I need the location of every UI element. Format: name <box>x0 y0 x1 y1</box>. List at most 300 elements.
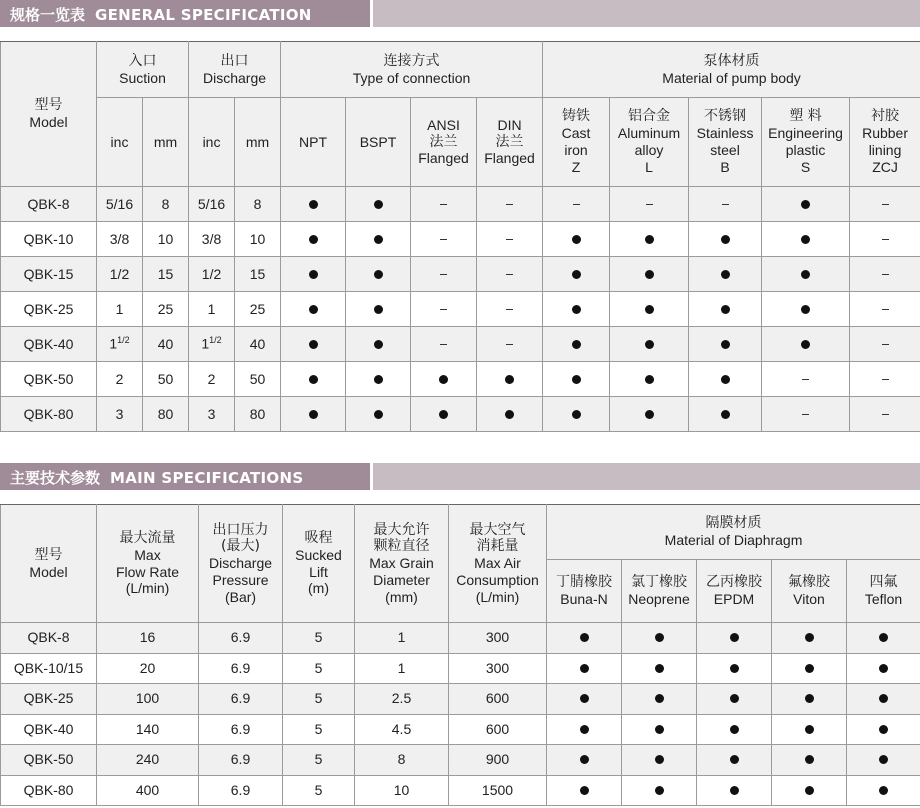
air-cell: 900 <box>449 745 547 776</box>
cast-iron-cell <box>543 327 610 362</box>
stainless-cell <box>689 257 762 292</box>
stainless-cell <box>689 222 762 257</box>
header-ansi: ANSI 法兰 Flanged <box>411 98 477 187</box>
table-row <box>1 292 920 327</box>
npt-cell <box>281 397 346 432</box>
rubber-lining-cell <box>850 257 920 292</box>
available-dot-icon <box>805 694 814 703</box>
suction-inc-cell: 5/16 <box>97 187 143 222</box>
available-dot-icon <box>505 410 514 419</box>
available-dot-icon <box>805 755 814 764</box>
air-cell: 1500 <box>449 775 547 806</box>
available-dot-icon <box>655 755 664 764</box>
npt-cell <box>281 362 346 397</box>
epdm-cell <box>697 653 772 684</box>
header-air: 最大空气 消耗量 Max Air Consumption (L/min) <box>449 505 547 623</box>
available-dot-icon <box>655 786 664 795</box>
rubber-lining-cell <box>850 362 920 397</box>
model-cell: QBK-40 <box>1 327 97 362</box>
main-spec-banner <box>0 463 920 490</box>
unavailable-dash-icon <box>573 204 580 205</box>
aluminum-cell <box>610 397 689 432</box>
viton-cell <box>772 684 847 715</box>
ansi-cell <box>411 187 477 222</box>
header-teflon: 四氟 Teflon <box>847 560 920 623</box>
rubber-lining-cell <box>850 222 920 257</box>
general-spec-rows <box>1 187 920 432</box>
grain-cell: 8 <box>355 745 449 776</box>
available-dot-icon <box>721 305 730 314</box>
aluminum-cell <box>610 292 689 327</box>
available-dot-icon <box>309 200 318 209</box>
suction-mm-cell: 15 <box>143 257 189 292</box>
available-dot-icon <box>645 270 654 279</box>
available-dot-icon <box>730 633 739 642</box>
unavailable-dash-icon <box>506 239 513 240</box>
suction-inc-cell: 3 <box>97 397 143 432</box>
available-dot-icon <box>572 340 581 349</box>
available-dot-icon <box>879 694 888 703</box>
air-cell: 300 <box>449 653 547 684</box>
available-dot-icon <box>805 633 814 642</box>
available-dot-icon <box>505 375 514 384</box>
din-cell <box>477 397 543 432</box>
general-spec-table <box>0 41 920 432</box>
npt-cell <box>281 257 346 292</box>
flow-rate-cell: 16 <box>97 623 199 654</box>
table-row <box>1 684 920 715</box>
discharge-inc-cell: 1 <box>189 292 235 327</box>
plastic-cell <box>762 292 850 327</box>
header-suction-mm: mm <box>143 98 189 187</box>
suction-mm-cell: 25 <box>143 292 189 327</box>
unavailable-dash-icon <box>506 204 513 205</box>
discharge-mm-cell: 50 <box>235 362 281 397</box>
lift-cell: 5 <box>283 745 355 776</box>
grain-cell: 1 <box>355 623 449 654</box>
available-dot-icon <box>309 270 318 279</box>
available-dot-icon <box>580 725 589 734</box>
model-cell: QBK-10/15 <box>1 653 97 684</box>
unavailable-dash-icon <box>440 344 447 345</box>
air-cell: 600 <box>449 684 547 715</box>
cast-iron-cell <box>543 397 610 432</box>
discharge-inc-cell: 3/8 <box>189 222 235 257</box>
header-epdm: 乙丙橡胶 EPDM <box>697 560 772 623</box>
header-neoprene: 氯丁橡胶 Neoprene <box>622 560 697 623</box>
din-cell <box>477 187 543 222</box>
epdm-cell <box>697 745 772 776</box>
grain-cell: 4.5 <box>355 714 449 745</box>
unavailable-dash-icon <box>882 239 889 240</box>
suction-mm-cell: 10 <box>143 222 189 257</box>
header-plastic: 塑 料 Engineering plastic S <box>762 98 850 187</box>
header-cast-iron: 铸铁 Cast iron Z <box>543 98 610 187</box>
unavailable-dash-icon <box>440 204 447 205</box>
teflon-cell <box>847 714 920 745</box>
available-dot-icon <box>721 270 730 279</box>
unavailable-dash-icon <box>440 274 447 275</box>
available-dot-icon <box>805 664 814 673</box>
teflon-cell <box>847 623 920 654</box>
model-cell: QBK-8 <box>1 623 97 654</box>
pressure-cell: 6.9 <box>199 775 283 806</box>
available-dot-icon <box>309 340 318 349</box>
cast-iron-cell <box>543 187 610 222</box>
din-cell <box>477 362 543 397</box>
available-dot-icon <box>374 410 383 419</box>
buna-cell <box>547 653 622 684</box>
available-dot-icon <box>801 235 810 244</box>
main-spec-title <box>10 467 303 488</box>
aluminum-cell <box>610 362 689 397</box>
grain-cell: 2.5 <box>355 684 449 715</box>
general-spec-title <box>10 4 312 25</box>
available-dot-icon <box>730 786 739 795</box>
din-cell <box>477 292 543 327</box>
rubber-lining-cell <box>850 187 920 222</box>
header-connection: 连接方式 Type of connection <box>281 42 543 98</box>
unavailable-dash-icon <box>882 344 889 345</box>
available-dot-icon <box>645 235 654 244</box>
model-cell: QBK-80 <box>1 775 97 806</box>
table-row <box>1 222 920 257</box>
available-dot-icon <box>879 755 888 764</box>
unavailable-dash-icon <box>722 204 729 205</box>
viton-cell <box>772 775 847 806</box>
plastic-cell <box>762 327 850 362</box>
available-dot-icon <box>721 340 730 349</box>
grain-cell: 10 <box>355 775 449 806</box>
din-cell <box>477 222 543 257</box>
header-diaphragm: 隔膜材质 Material of Diaphragm <box>547 505 920 560</box>
available-dot-icon <box>730 694 739 703</box>
table-row <box>1 623 920 654</box>
available-dot-icon <box>580 664 589 673</box>
air-cell: 300 <box>449 623 547 654</box>
available-dot-icon <box>721 375 730 384</box>
header-din: DIN 法兰 Flanged <box>477 98 543 187</box>
table-row <box>1 327 920 362</box>
epdm-cell <box>697 714 772 745</box>
available-dot-icon <box>730 755 739 764</box>
epdm-cell <box>697 775 772 806</box>
header-buna: 丁腈橡胶 Buna-N <box>547 560 622 623</box>
bspt-cell <box>346 187 411 222</box>
table-row <box>1 362 920 397</box>
header-discharge-inc: inc <box>189 98 235 187</box>
available-dot-icon <box>572 410 581 419</box>
flow-rate-cell: 240 <box>97 745 199 776</box>
ansi-cell <box>411 222 477 257</box>
title-en: MAIN SPECIFICATIONS <box>110 469 304 487</box>
pressure-cell: 6.9 <box>199 684 283 715</box>
available-dot-icon <box>879 786 888 795</box>
available-dot-icon <box>730 725 739 734</box>
model-cell: QBK-40 <box>1 714 97 745</box>
unavailable-dash-icon <box>802 414 809 415</box>
available-dot-icon <box>801 270 810 279</box>
ansi-cell <box>411 257 477 292</box>
aluminum-cell <box>610 327 689 362</box>
discharge-inc-cell: 3 <box>189 397 235 432</box>
table-row <box>1 257 920 292</box>
available-dot-icon <box>572 375 581 384</box>
unavailable-dash-icon <box>882 274 889 275</box>
main-spec-rows <box>1 623 920 806</box>
discharge-inc-cell: $1^{1/2}$ <box>189 327 235 362</box>
title-cn: 规格一览表 <box>10 6 86 24</box>
pressure-cell: 6.9 <box>199 714 283 745</box>
unavailable-dash-icon <box>882 309 889 310</box>
din-cell <box>477 257 543 292</box>
aluminum-cell <box>610 187 689 222</box>
suction-mm-cell: 80 <box>143 397 189 432</box>
header-npt: NPT <box>281 98 346 187</box>
available-dot-icon <box>645 410 654 419</box>
air-cell: 600 <box>449 714 547 745</box>
cast-iron-cell <box>543 362 610 397</box>
bspt-cell <box>346 397 411 432</box>
discharge-inc-cell: 2 <box>189 362 235 397</box>
rubber-lining-cell <box>850 397 920 432</box>
model-cell: QBK-50 <box>1 745 97 776</box>
pressure-cell: 6.9 <box>199 745 283 776</box>
unavailable-dash-icon <box>882 414 889 415</box>
available-dot-icon <box>645 340 654 349</box>
model-cell: QBK-50 <box>1 362 97 397</box>
rubber-lining-cell <box>850 327 920 362</box>
header-suction: 入口 Suction <box>97 42 189 98</box>
suction-mm-cell: 50 <box>143 362 189 397</box>
suction-mm-cell: 40 <box>143 327 189 362</box>
buna-cell <box>547 623 622 654</box>
unavailable-dash-icon <box>440 309 447 310</box>
title-en: GENERAL SPECIFICATION <box>95 6 312 24</box>
teflon-cell <box>847 653 920 684</box>
header-bspt: BSPT <box>346 98 411 187</box>
lift-cell: 5 <box>283 775 355 806</box>
available-dot-icon <box>655 664 664 673</box>
header-suction-inc: inc <box>97 98 143 187</box>
available-dot-icon <box>805 725 814 734</box>
suction-inc-cell: 3/8 <box>97 222 143 257</box>
available-dot-icon <box>879 664 888 673</box>
neoprene-cell <box>622 775 697 806</box>
model-cell: QBK-15 <box>1 257 97 292</box>
header-grain: 最大允许 颗粒直径 Max Grain Diameter (mm) <box>355 505 449 623</box>
bspt-cell <box>346 257 411 292</box>
plastic-cell <box>762 257 850 292</box>
unavailable-dash-icon <box>506 344 513 345</box>
epdm-cell <box>697 684 772 715</box>
suction-mm-cell: 8 <box>143 187 189 222</box>
neoprene-cell <box>622 745 697 776</box>
available-dot-icon <box>439 375 448 384</box>
header-flow-rate: 最大流量 Max Flow Rate (L/min) <box>97 505 199 623</box>
header-aluminum: 铝合金 Aluminum alloy L <box>610 98 689 187</box>
npt-cell <box>281 327 346 362</box>
model-cell: QBK-25 <box>1 684 97 715</box>
available-dot-icon <box>801 340 810 349</box>
suction-inc-cell: 2 <box>97 362 143 397</box>
lift-cell: 5 <box>283 714 355 745</box>
ansi-cell <box>411 327 477 362</box>
model-cell: QBK-10 <box>1 222 97 257</box>
unavailable-dash-icon <box>882 204 889 205</box>
available-dot-icon <box>879 725 888 734</box>
available-dot-icon <box>374 200 383 209</box>
header-stainless: 不锈钢 Stainless steel B <box>689 98 762 187</box>
header-discharge-mm: mm <box>235 98 281 187</box>
stainless-cell <box>689 327 762 362</box>
unavailable-dash-icon <box>802 379 809 380</box>
header-model: 型号 Model <box>1 505 97 623</box>
unavailable-dash-icon <box>506 274 513 275</box>
header-discharge: 出口 Discharge <box>189 42 281 98</box>
viton-cell <box>772 745 847 776</box>
suction-inc-cell: 1/2 <box>97 257 143 292</box>
available-dot-icon <box>374 340 383 349</box>
available-dot-icon <box>801 200 810 209</box>
available-dot-icon <box>572 235 581 244</box>
title-cn: 主要技术参数 <box>10 469 101 487</box>
stainless-cell <box>689 362 762 397</box>
available-dot-icon <box>374 235 383 244</box>
available-dot-icon <box>805 786 814 795</box>
available-dot-icon <box>580 755 589 764</box>
available-dot-icon <box>572 270 581 279</box>
available-dot-icon <box>309 305 318 314</box>
din-cell <box>477 327 543 362</box>
header-pump-body: 泵体材质 Material of pump body <box>543 42 920 98</box>
available-dot-icon <box>309 410 318 419</box>
table-row <box>1 745 920 776</box>
npt-cell <box>281 187 346 222</box>
bspt-cell <box>346 327 411 362</box>
model-cell: QBK-80 <box>1 397 97 432</box>
available-dot-icon <box>580 633 589 642</box>
available-dot-icon <box>580 694 589 703</box>
suction-inc-cell: $1^{1/2}$ <box>97 327 143 362</box>
discharge-mm-cell: 40 <box>235 327 281 362</box>
unavailable-dash-icon <box>440 239 447 240</box>
teflon-cell <box>847 775 920 806</box>
bspt-cell <box>346 362 411 397</box>
bspt-cell <box>346 222 411 257</box>
available-dot-icon <box>572 305 581 314</box>
cast-iron-cell <box>543 222 610 257</box>
neoprene-cell <box>622 653 697 684</box>
aluminum-cell <box>610 222 689 257</box>
cast-iron-cell <box>543 257 610 292</box>
available-dot-icon <box>580 786 589 795</box>
header-rubber-lining: 衬胶 Rubber lining ZCJ <box>850 98 920 187</box>
aluminum-cell <box>610 257 689 292</box>
main-spec-table <box>0 504 920 806</box>
table-row <box>1 187 920 222</box>
plastic-cell <box>762 397 850 432</box>
available-dot-icon <box>439 410 448 419</box>
flow-rate-cell: 100 <box>97 684 199 715</box>
buna-cell <box>547 745 622 776</box>
general-spec-banner <box>0 0 920 27</box>
discharge-mm-cell: 10 <box>235 222 281 257</box>
table-row <box>1 775 920 806</box>
stainless-cell <box>689 397 762 432</box>
discharge-mm-cell: 8 <box>235 187 281 222</box>
flow-rate-cell: 20 <box>97 653 199 684</box>
discharge-mm-cell: 80 <box>235 397 281 432</box>
suction-inc-cell: 1 <box>97 292 143 327</box>
available-dot-icon <box>374 375 383 384</box>
fraction: 1/2 <box>117 335 130 346</box>
available-dot-icon <box>730 664 739 673</box>
buna-cell <box>547 684 622 715</box>
lift-cell: 5 <box>283 623 355 654</box>
cast-iron-cell <box>543 292 610 327</box>
ansi-cell <box>411 397 477 432</box>
viton-cell <box>772 623 847 654</box>
stainless-cell <box>689 292 762 327</box>
rubber-lining-cell <box>850 292 920 327</box>
pressure-cell: 6.9 <box>199 653 283 684</box>
available-dot-icon <box>374 270 383 279</box>
teflon-cell <box>847 745 920 776</box>
header-viton: 氟橡胶 Viton <box>772 560 847 623</box>
stainless-cell <box>689 187 762 222</box>
available-dot-icon <box>309 375 318 384</box>
table-row <box>1 653 920 684</box>
model-cell: QBK-25 <box>1 292 97 327</box>
plastic-cell <box>762 362 850 397</box>
teflon-cell <box>847 684 920 715</box>
npt-cell <box>281 292 346 327</box>
available-dot-icon <box>801 305 810 314</box>
available-dot-icon <box>879 633 888 642</box>
discharge-inc-cell: 5/16 <box>189 187 235 222</box>
available-dot-icon <box>645 375 654 384</box>
unavailable-dash-icon <box>506 309 513 310</box>
available-dot-icon <box>374 305 383 314</box>
flow-rate-cell: 140 <box>97 714 199 745</box>
discharge-inc-cell: 1/2 <box>189 257 235 292</box>
flow-rate-cell: 400 <box>97 775 199 806</box>
buna-cell <box>547 714 622 745</box>
unavailable-dash-icon <box>646 204 653 205</box>
viton-cell <box>772 653 847 684</box>
available-dot-icon <box>309 235 318 244</box>
lift-cell: 5 <box>283 684 355 715</box>
header-model: 型号 Model <box>1 42 97 187</box>
fraction: 1/2 <box>209 335 222 346</box>
buna-cell <box>547 775 622 806</box>
neoprene-cell <box>622 714 697 745</box>
npt-cell <box>281 222 346 257</box>
available-dot-icon <box>645 305 654 314</box>
header-lift: 吸程 Sucked Lift (m) <box>283 505 355 623</box>
unavailable-dash-icon <box>882 379 889 380</box>
available-dot-icon <box>721 235 730 244</box>
plastic-cell <box>762 187 850 222</box>
neoprene-cell <box>622 684 697 715</box>
bspt-cell <box>346 292 411 327</box>
lift-cell: 5 <box>283 653 355 684</box>
plastic-cell <box>762 222 850 257</box>
available-dot-icon <box>655 694 664 703</box>
ansi-cell <box>411 292 477 327</box>
available-dot-icon <box>655 725 664 734</box>
